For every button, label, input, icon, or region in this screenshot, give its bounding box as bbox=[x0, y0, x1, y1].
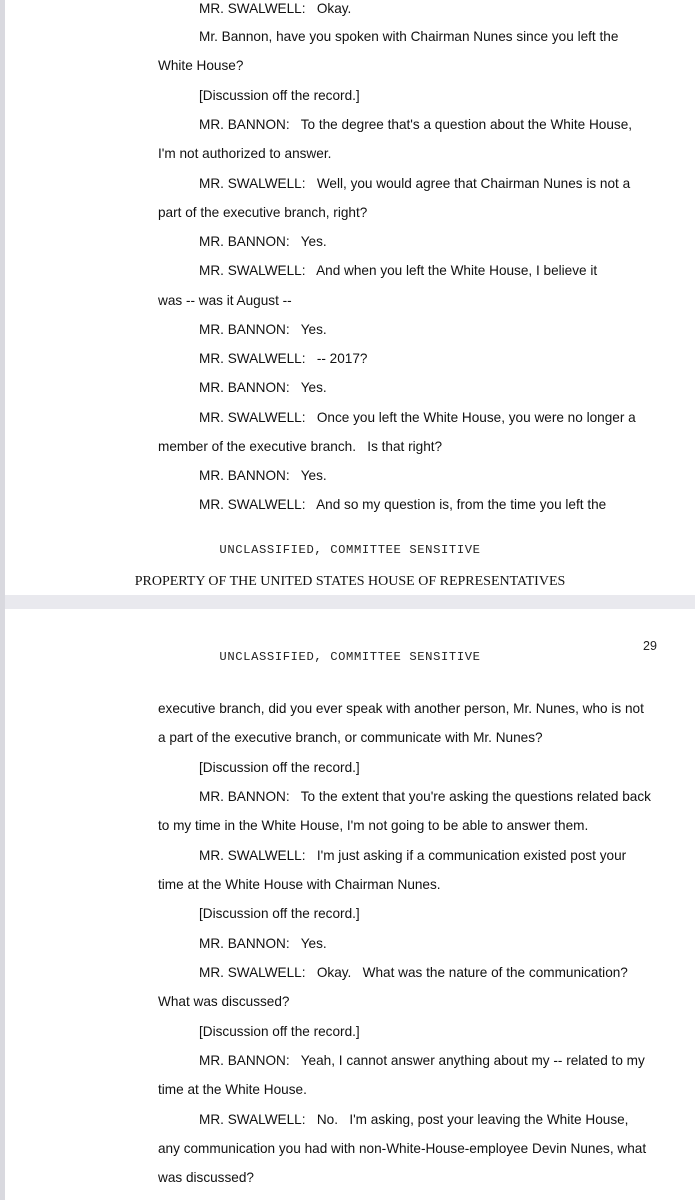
transcript-line: MR. SWALWELL: Well, you would agree that Chairman Nunes is not a bbox=[199, 176, 631, 191]
transcript-line: [Discussion off the record.] bbox=[199, 88, 360, 103]
transcript-line: any communication you had with non-White-House-employee Devin Nunes, what bbox=[158, 1141, 647, 1156]
page-number: 29 bbox=[643, 639, 657, 653]
transcript-line: MR. BANNON: Yes. bbox=[199, 234, 327, 249]
transcript-line: [Discussion off the record.] bbox=[199, 1024, 360, 1039]
transcript-page-28 bbox=[5, 0, 695, 595]
transcript-line: MR. BANNON: Yes. bbox=[199, 380, 327, 395]
transcript-line: was -- was it August -- bbox=[158, 293, 292, 308]
transcript-line: What was discussed? bbox=[158, 994, 290, 1009]
transcript-line: MR. SWALWELL: Okay. bbox=[199, 1, 352, 16]
transcript-line: MR. BANNON: Yes. bbox=[199, 322, 327, 337]
classification-banner: UNCLASSIFIED, COMMITTEE SENSITIVE bbox=[219, 650, 481, 664]
transcript-line: MR. BANNON: To the degree that's a question about the White House, bbox=[199, 117, 633, 132]
transcript-line: MR. BANNON: To the extent that you're asking the questions related back bbox=[199, 789, 651, 804]
property-footer: PROPERTY OF THE UNITED STATES HOUSE OF REPRESENTATIVES bbox=[134, 574, 566, 589]
transcript-line: time at the White House. bbox=[158, 1082, 307, 1097]
transcript-line: MR. SWALWELL: Once you left the White House, you were no longer a bbox=[199, 410, 636, 425]
transcript-line: time at the White House with Chairman Nunes. bbox=[158, 877, 441, 892]
transcript-line: MR. SWALWELL: And so my question is, from the time you left the bbox=[199, 497, 607, 512]
transcript-line: MR. BANNON: Yes. bbox=[199, 936, 327, 951]
transcript-page-29 bbox=[5, 609, 695, 1200]
transcript-line: MR. SWALWELL: And when you left the White House, I believe it bbox=[199, 263, 598, 278]
transcript-line: White House? bbox=[158, 58, 244, 73]
transcript-line: MR. BANNON: Yes. bbox=[199, 468, 327, 483]
transcript-line: MR. SWALWELL: I'm just asking if a communication existed post your bbox=[199, 848, 627, 863]
transcript-line: MR. SWALWELL: Okay. What was the nature of the communication? bbox=[199, 965, 628, 980]
transcript-line: MR. BANNON: Yeah, I cannot answer anything about my -- related to my bbox=[199, 1053, 645, 1068]
transcript-line: [Discussion off the record.] bbox=[199, 906, 360, 921]
transcript-line: to my time in the White House, I'm not going to be able to answer them. bbox=[158, 818, 589, 833]
transcript-line: member of the executive branch. Is that right? bbox=[158, 439, 443, 454]
classification-banner: UNCLASSIFIED, COMMITTEE SENSITIVE bbox=[219, 543, 481, 557]
transcript-line: MR. SWALWELL: No. I'm asking, post your leaving the White House, bbox=[199, 1112, 629, 1127]
transcript-line: was discussed? bbox=[158, 1170, 254, 1185]
transcript-line: I'm not authorized to answer. bbox=[158, 146, 332, 161]
transcript-line: [Discussion off the record.] bbox=[199, 760, 360, 775]
transcript-line: part of the executive branch, right? bbox=[158, 205, 368, 220]
transcript-line: MR. SWALWELL: -- 2017? bbox=[199, 351, 368, 366]
transcript-line: executive branch, did you ever speak with another person, Mr. Nunes, who is not bbox=[158, 701, 644, 716]
transcript-line: Mr. Bannon, have you spoken with Chairman Nunes since you left the bbox=[199, 29, 619, 44]
transcript-line: a part of the executive branch, or communicate with Mr. Nunes? bbox=[158, 730, 543, 745]
